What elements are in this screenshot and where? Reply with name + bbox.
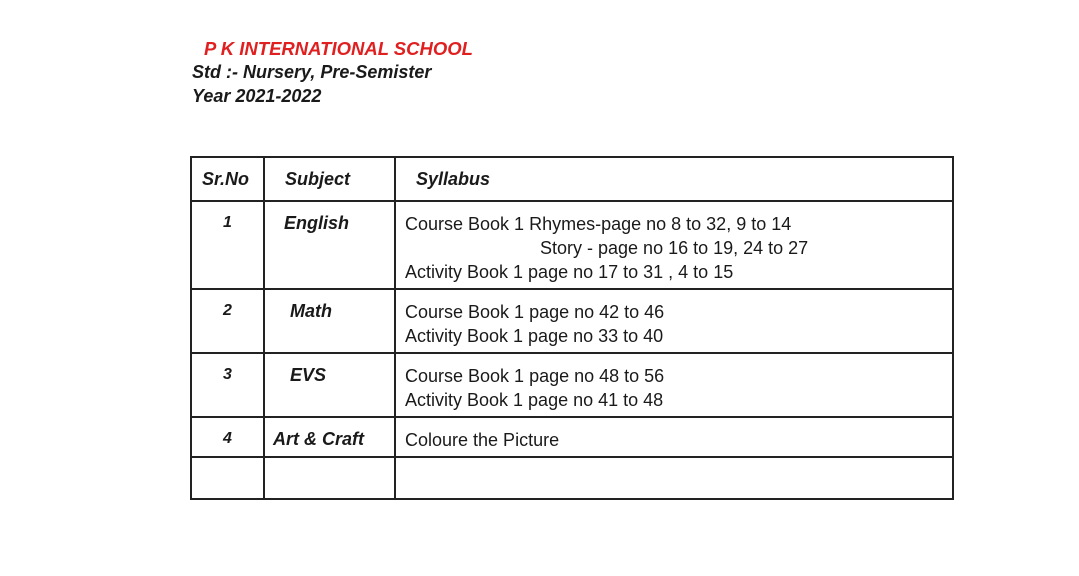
standard-line: Std :- Nursery, Pre-Semister	[192, 62, 432, 82]
table-row	[191, 353, 953, 417]
syllabus-cell	[395, 353, 953, 417]
syllabus-cell	[395, 289, 953, 353]
empty-cell	[264, 457, 395, 499]
syllabus-line: Activity Book 1 page no 17 to 31 , 4 to 15	[405, 262, 734, 282]
table-row	[191, 289, 953, 353]
sr-no-cell: 3	[191, 353, 264, 417]
syllabus-line: Course Book 1 page no 42 to 46	[405, 302, 665, 322]
empty-cell	[191, 457, 264, 499]
syllabus-line: Activity Book 1 page no 33 to 40	[405, 326, 664, 346]
subject-cell: Art & Craft	[264, 417, 395, 457]
syllabus-line: Activity Book 1 page no 41 to 48	[405, 390, 664, 410]
column-header-sr-no: Sr.No	[191, 157, 264, 201]
syllabus-line: Course Book 1 Rhymes-page no 8 to 32, 9 to 14	[405, 214, 792, 234]
syllabus-cell	[395, 201, 953, 289]
table-row	[191, 201, 953, 289]
academic-year: Year 2021-2022	[192, 86, 322, 106]
subject-cell: Math	[264, 289, 395, 353]
subject-cell: EVS	[264, 353, 395, 417]
syllabus-table	[190, 156, 954, 500]
school-name: P K INTERNATIONAL SCHOOL	[204, 38, 473, 59]
syllabus-line: Coloure the Picture	[405, 430, 560, 450]
sr-no-cell: 4	[191, 417, 264, 457]
empty-table-row	[191, 457, 953, 499]
syllabus-line: Course Book 1 page no 48 to 56	[405, 366, 665, 386]
table-header-row	[191, 157, 953, 201]
column-header-syllabus: Syllabus	[395, 157, 953, 201]
sr-no-cell: 2	[191, 289, 264, 353]
table-row	[191, 417, 953, 457]
empty-cell	[395, 457, 953, 499]
column-header-subject: Subject	[264, 157, 395, 201]
subject-cell: English	[264, 201, 395, 289]
syllabus-cell	[395, 417, 953, 457]
sr-no-cell: 1	[191, 201, 264, 289]
syllabus-line: Story - page no 16 to 19, 24 to 27	[540, 238, 809, 258]
